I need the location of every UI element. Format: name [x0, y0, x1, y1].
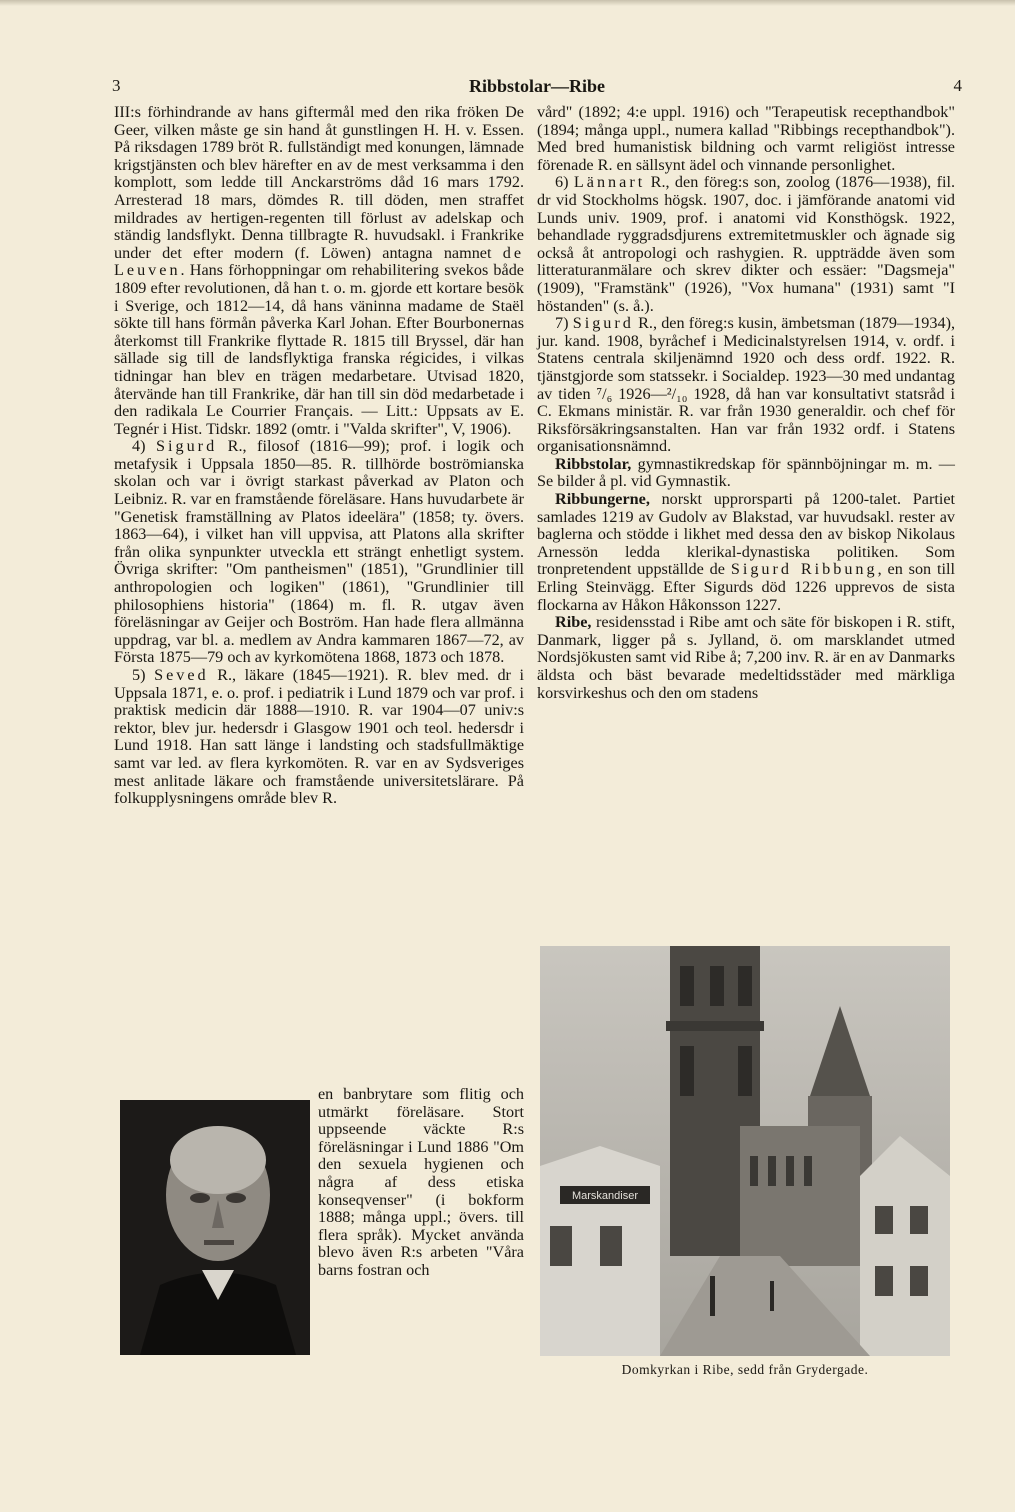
entry-sigurd-ambetsman: 7) Sigurd R., den föreg:s kusin, ämbetsman (1879—1934), jur. kand. 1908, byråchef i Medicinalstyrelsen 1914, v. ordf. i Statens centrala skiljenämnd 1920 och dess ordf. 1922. R. tjänstgjorde som statssekr. i Socialdep. 1923—30 med undantag av tiden ⁷/₆ 1926—²/₁₀ 1928, då han var konsultativt statsråd i C. Ekmans ministär. R. var från 1930 generaldir. och chef för Riksförsäkringsanstalten. Han var från 1932 ordf. i Statens organisationsnämnd. — [537, 314, 956, 456]
portrait-photo — [120, 1100, 310, 1355]
entry-ribbungerne: Ribbungerne, norskt upprorsparti på 1200-talet. Partiet samlades 1219 av Gudolv av Blakstad, var huvudsakl. rester av baglerna och stödde i likhet med dessa den av biskop Nikolaus Arnessön ledda klerikal-dynastiska politiken. Som tronpretendent uppställde de Sigurd Ribbung, en son till Erling Steinvägg. Efter Sigurds död 1226 upprevos de sista flockarna av Håkon Håkonsson 1227. — [537, 490, 956, 614]
page-number-right: 4 — [953, 76, 962, 95]
entry-lannart: 6) Lännart R., den föreg:s son, zoolog (1876—1938), fil. dr vid Stockholms högsk. 1907, doc. i jämförande anatomi vid Lunds univ. 1909, prof. i anatomi vid Konsthögsk. 1922, behandlade ryggradsdjurens extremitetmuskler och ägnade sig också åt antropologi och rashygien. R. uppträdde även som litteraturanmälare och skrev dikter och essäer: "Dagsmeja" (1909), "Framstänk" (1926), "Vox humana" (1931) samt "I höstanden" (s. å.). — [537, 173, 956, 315]
paragraph-continuation-right: vård" (1892; 4:e uppl. 1916) och "Terapeutisk recepthandbok" (1894; många uppl., numera kallad "Ribbings recepthandbok"). Med bred humanistisk bildning och varmt religiöst intresse förenade R. en sällsynt ädel och vinnande personlighet. — [537, 103, 955, 174]
page-header — [112, 76, 962, 100]
left-column — [114, 104, 524, 808]
right-column — [537, 104, 955, 702]
spaced-name: Lännart — [573, 173, 646, 192]
cathedral-street-image — [540, 946, 950, 1356]
spaced-name: Sigurd Ribbung — [730, 560, 878, 579]
page-number-left: 3 — [112, 76, 121, 95]
spaced-name: Seved — [154, 666, 209, 684]
shop-sign: Marskandiser — [571, 1190, 639, 1202]
page-title: Ribbstolar—Ribe — [468, 76, 605, 96]
paragraph-continuation: III:s förhindrande av hans giftermål med den rika fröken De Geer, vilken måste ge sin hand åt gunstlingen H. H. v. Essen. På riksdagen 1789 bröt R. fullständigt med konungen, lämnade krigstjänsten och blev härefter en av de mest verksamma i den komplott, som ledde till Anckarströms dåd 16 mars 1792. Arresterad 18 mars, dömdes R. till döden, men straffet mildrades av hertigen-regenten till förlust av adelskap och ständig landsflykt. Denna tillbragte R. huvudsakl. i Frankrike under det efter modern (f. Löwen) antagna namnet de Leuven. Hans förhoppningar om rehabilitering svekos både 1809 efter revolutionen, då han t. o. m. gjorde ett kortare besök i Sverige, och 1812—14, då hans väninna madame de Staël sökte till hans förmån påverka Karl Johan. Efter Bourbonernas återkomst till Frankrike flyttade R. 1815 till Bryssel, där han sällade sig till de landsflyktiga franska régicides, i vilkas tidningar han blev en trägen medarbetare. Utvisad 1820, återvände han till Frankrike, där han till sin död medarbetade i den radikala Le Courrier Français. — Litt.: Uppsats av E. Tegnér i Hist. Tidskr. 1892 (omtr. i "Valda skrifter", V, 1906). — [114, 103, 524, 438]
street-photo — [540, 946, 950, 1356]
portrait-image — [120, 1100, 310, 1355]
entry-ribbstolar: Ribbstolar, gymnastikredskap för spännböjningar m. m. — Se bilder å pl. vid Gymnastik. — [537, 454, 955, 491]
entry-seved: 5) Seved R., läkare (1845—1921). R. blev med. dr i Uppsala 1871, e. o. prof. i pediatrik i Lund 1879 och var prof. i praktisk medicin där 1888—1910. R. var 1904—07 univ:s rektor, blev jur. hedersdr i Glasgow 1901 och teol. hedersdr i Lund 1918. Han satt länge i landsting och stadsfullmäktige samt var led. av flera kyrkomöten. R. var en av Sydsveriges mest anlitade läkare och framstående universitetslärare. På folkupplysningens område blev R. — [114, 666, 525, 808]
entry-sigurd-filosof: 4) Sigurd R., filosof (1816—99); prof. i logik och metafysik i Uppsala 1850—85. R. tillhörde boströmianska skolan och var i övrigt starkast påverkad av Platon och Leibniz. R. var en framstående föreläsare. Hans huvudarbete är "Genetisk framställning av Platos ideelära" (1858; ty. övers. 1863—64), i vilket han vill uppvisa, att Platons alla skrifter från olika synpunkter utveckla ett strängt enhetligt system. Övriga skrifter: "Om pantheismen" (1851), "Grundlinier till anthropologien och logiken" (1861), "Grundlinier till philosophiens historia" (1864) m. fl. R. utgav även föreläsningar av Geijer och Boström. Han hade flera allmänna uppdrag, var bl. a. medlem av Andra kammaren 1867—72, av Första 1875—79 och av kyrkomötena 1868, 1873 och 1878. — [114, 437, 525, 667]
entry-ribe: Ribe, residensstad i Ribe amt och säte för biskopen i R. stift, Danmark, ligger på s. Jylland, ö. om marsklandet utmed Nordsjökusten samt vid Ribe å; 7,200 inv. R. är en av Danmarks äldsta och bäst bevarade medeltidsstäder med märkliga korsvirkeshus och den om stadens — [537, 613, 955, 702]
page-top-edge — [0, 0, 1015, 6]
wrapped-text-beside-portrait: en banbrytare som flitig och utmärkt föreläsare. Stort uppseende väckte R:s föreläsningar i Lund 1886 "Om den sexuela hygienen och några af dess etiska konseqvenser" (i bokform 1888; många uppl.; övers. till flera språk). Mycket använda blevo även R:s arbeten "Våra barns fostran och — [318, 1085, 524, 1279]
spaced-name: Sigurd — [155, 437, 218, 456]
spaced-name: de Leuven — [114, 243, 524, 280]
spaced-name: Sigurd — [572, 314, 634, 333]
photo-caption: Domkyrkan i Ribe, sedd från Grydergade. — [621, 1362, 869, 1377]
